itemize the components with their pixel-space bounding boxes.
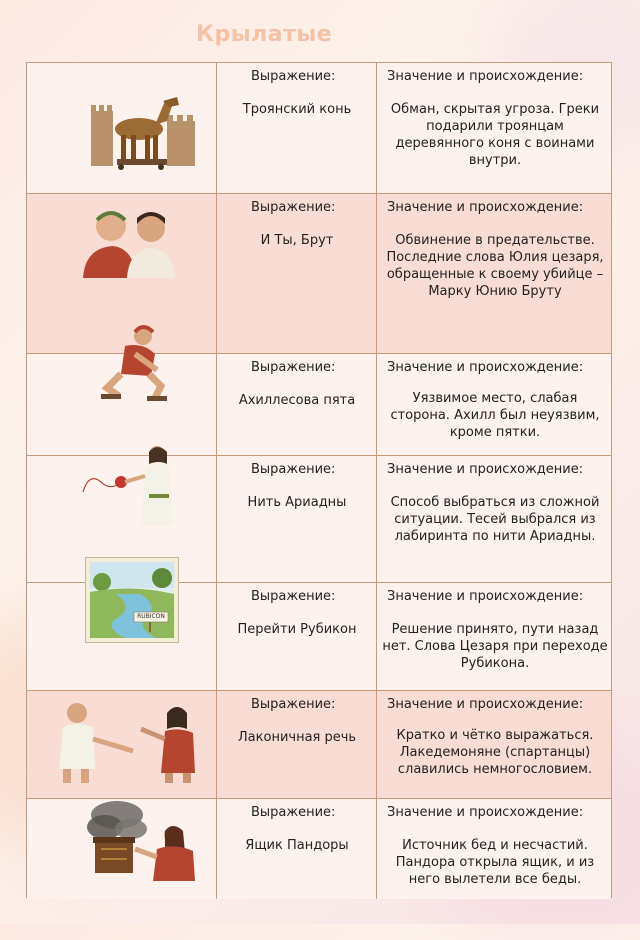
meaning-text: Кратко и чётко выражаться. Лакедемоняне (спартанцы) славились немногословием.	[396, 728, 594, 777]
meaning-label: Значение и происхождение:	[387, 69, 584, 84]
meaning-text: Уязвимое место, слабая сторона. Ахилл был неуязвим, кроме пятки.	[390, 391, 600, 440]
table-row	[27, 63, 611, 193]
expression-text: Перейти Рубикон	[237, 622, 357, 637]
meaning-label: Значение и происхождение:	[387, 805, 584, 820]
expression-text: Нить Ариадны	[247, 495, 347, 510]
meaning-text: Способ выбраться из сложной ситуации. Тесей выбрался из лабиринта по нити Ариадны.	[390, 495, 600, 544]
expression-text: Лаконичная речь	[237, 730, 357, 745]
expression-label: Выражение:	[251, 805, 336, 820]
expression-label: Выражение:	[251, 462, 336, 477]
meaning-label: Значение и происхождение:	[387, 697, 584, 712]
image-cell	[27, 799, 217, 899]
trojan-horse-image	[89, 91, 199, 171]
expression-label: Выражение:	[251, 200, 336, 215]
rubicon-river-image	[85, 557, 179, 643]
expression-text: Ахиллесова пята	[238, 393, 356, 408]
image-cell	[27, 63, 217, 193]
meaning-label: Значение и происхождение:	[387, 200, 584, 215]
table-row	[27, 582, 611, 690]
meaning-text: Обман, скрытая угроза. Греки подарили троянцам деревянного коня с воинами внутри.	[390, 102, 600, 168]
ariadne-thread-image	[79, 442, 179, 528]
meaning-text: Решение принято, пути назад нет. Слова Цезаря при переходе Рубикона.	[382, 622, 608, 671]
meaning-text: Обвинение в предательстве. Последние слова Юлия цезаря, обращенные к своему убийце – Марку Юнию Бруту	[386, 233, 604, 299]
table-row	[27, 353, 611, 455]
idioms-table	[26, 62, 612, 898]
image-cell	[27, 354, 217, 455]
achilles-image	[95, 324, 185, 404]
page-title: Крылатые	[196, 22, 333, 47]
expression-text: Троянский конь	[242, 102, 352, 117]
expression-label: Выражение:	[251, 69, 336, 84]
expression-text: И Ты, Брут	[260, 233, 334, 248]
image-cell	[27, 691, 217, 798]
expression-label: Выражение:	[251, 589, 336, 604]
meaning-label: Значение и происхождение:	[387, 360, 584, 375]
meaning-label: Значение и происхождение:	[387, 462, 584, 477]
image-cell	[27, 583, 217, 690]
pandora-box-image	[77, 797, 207, 883]
laconic-speech-image	[37, 699, 207, 785]
table-row	[27, 798, 611, 899]
meaning-text: Источник бед и несчастий. Пандора открыла ящик, и из него вылетели все беды.	[395, 838, 595, 887]
expression-text: Ящик Пандоры	[245, 838, 349, 853]
rubicon-sign-text: RUBICON	[137, 613, 165, 620]
expression-label: Выражение:	[251, 360, 336, 375]
caesar-brutus-image	[79, 198, 179, 278]
table-row	[27, 690, 611, 798]
expression-label: Выражение:	[251, 697, 336, 712]
meaning-label: Значение и происхождение:	[387, 589, 584, 604]
